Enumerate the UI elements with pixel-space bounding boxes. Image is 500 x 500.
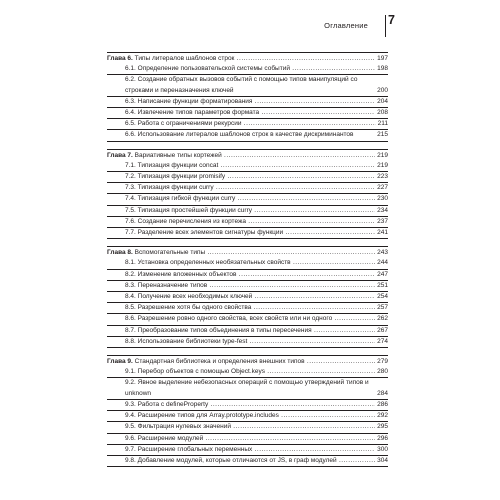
toc-entry-title: 9.2. Явное выделение небезопасных операций с помощью утверждений типов и unknown: [125, 379, 369, 397]
chapter-title-text: Вспомогательные типы: [134, 249, 206, 257]
toc-entry-page: 284: [377, 389, 388, 397]
toc-entry: [107, 206, 388, 217]
chapter-title: [107, 54, 375, 64]
chapter-heading: [107, 248, 388, 258]
chapter-section: [107, 52, 388, 142]
chapter-section: [107, 149, 388, 240]
toc-entry: [107, 292, 388, 303]
toc-entry-title: 7.4. Типизация гибкой функции curry .....: [107, 194, 375, 204]
page-header: [0, 0, 500, 40]
toc-entry-title: 6.5. Работа с ограничениями рекурсии .....: [107, 119, 376, 129]
toc-entry: [107, 445, 388, 456]
toc-entry-title: 9.5. Фильтрация нулевых значений .....: [107, 422, 375, 432]
toc-entry-page: 211: [377, 120, 388, 128]
toc-entry-title: 7.5. Типизация простейшей функции curry .....: [107, 206, 375, 216]
toc-entry-title: 7.2. Типизация функции promisify .....: [107, 172, 375, 182]
header-divider: [385, 15, 386, 37]
chapter-section: [107, 355, 388, 467]
chapter-label: Глава 7.: [107, 151, 133, 159]
page-number: 7: [388, 13, 395, 27]
toc-entry-page: 286: [377, 400, 388, 408]
toc-entry-title: 8.8. Использование библиотеки type-fest .....: [107, 337, 375, 347]
toc-entry-page: 247: [377, 270, 388, 278]
toc-entry: [107, 434, 388, 445]
toc-entry-page: 204: [377, 97, 388, 105]
toc-entry-title: 9.4. Расширение типов для Array.prototype.includes .....: [107, 411, 375, 421]
toc-entry-title: 9.8. Добавление модулей, которые отличаются от JS, в граф модулей .....: [107, 456, 375, 466]
toc-entry-page: 262: [377, 315, 388, 323]
running-header-section: Оглавление: [324, 21, 368, 30]
toc-entry-title: 7.1. Типизация функции concat .....: [107, 161, 375, 171]
toc-entry-page: 296: [377, 434, 388, 442]
toc-entry: [107, 130, 388, 141]
toc-entry-page: 251: [377, 281, 388, 289]
toc-entry-page: 254: [377, 293, 388, 301]
toc-entry-title: 8.4. Получение всех необходимых ключей .....: [107, 292, 375, 302]
toc-entry: [107, 258, 388, 269]
toc-entry: [107, 228, 388, 239]
toc-entry-title: 7.3. Типизация функции curry .....: [107, 183, 375, 193]
chapter-title: [107, 357, 375, 367]
toc-entry-page: 208: [377, 109, 388, 117]
toc-entry: [107, 303, 388, 314]
chapter-title: [107, 248, 375, 258]
toc-entry: [107, 314, 388, 325]
chapter-label: Глава 9.: [107, 358, 133, 366]
toc-entry: [107, 172, 388, 183]
toc-entry: [107, 422, 388, 433]
toc-entry: [107, 337, 388, 348]
toc-entry-page: 241: [377, 229, 388, 237]
toc-entry: [107, 378, 388, 399]
toc-entry-page: 274: [377, 337, 388, 345]
toc-entry: [107, 75, 388, 96]
chapter-page: 279: [377, 358, 388, 366]
toc-entry-title: 9.6. Расширение модулей .....: [107, 434, 375, 444]
toc-entry-page: 200: [377, 86, 388, 94]
toc-entry: [107, 108, 388, 119]
toc-entry: [107, 183, 388, 194]
toc-entry-title: 9.7. Расширение глобальных переменных .....: [107, 445, 375, 455]
toc-entry-page: 280: [377, 368, 388, 376]
toc-entry-page: 223: [377, 173, 388, 181]
toc-entry-page: 234: [377, 206, 388, 214]
toc-entry: [107, 281, 388, 292]
toc-entry-title: 8.1. Установка определенных необязательных свойств .....: [107, 258, 375, 268]
toc-entry-title: 6.3. Написание функции форматирования .....: [107, 97, 375, 107]
toc-entry-title: 7.6. Создание перечисления из кортежа .....: [107, 217, 375, 227]
chapter-page: 243: [377, 249, 388, 257]
toc-entry-page: 227: [377, 184, 388, 192]
toc-entry-title: 7.7. Разделение всех элементов сигнатуры функции .....: [107, 228, 375, 238]
chapter-page: 197: [377, 55, 388, 62]
chapter-heading: [107, 54, 388, 64]
chapter-section: [107, 246, 388, 348]
chapter-heading: [107, 357, 388, 367]
toc-entry-page: 237: [377, 217, 388, 225]
toc-entry: [107, 217, 388, 228]
chapter-label: Глава 8.: [107, 249, 133, 257]
toc-entry: [107, 456, 388, 467]
toc-entry-page: 292: [377, 412, 388, 420]
toc-entry-title: 8.6. Разрешение ровно одного свойства, всех свойств или ни одного .....: [107, 314, 375, 324]
toc-entry: [107, 119, 388, 130]
toc-entry-title: 8.2. Изменение вложенных объектов .....: [107, 270, 375, 280]
chapter-title-text: Вариативные типы кортежей: [134, 151, 222, 159]
toc-entry: [107, 367, 388, 378]
toc-entry-title: 6.4. Извлечение типов параметров формата .....: [107, 108, 375, 118]
toc-entry-title: 8.3. Переназначение типов .....: [107, 281, 375, 291]
toc-entry: [107, 161, 388, 172]
chapter-heading: [107, 151, 388, 161]
toc-entry: [107, 194, 388, 205]
toc-entry-title: 8.5. Разрешение хотя бы одного свойства .....: [107, 303, 375, 313]
toc-entry-page: 215: [377, 131, 388, 139]
toc-entry: [107, 400, 388, 411]
toc-entry-title: 6.1. Определение пользовательской системы событий .....: [107, 64, 375, 74]
chapter-page: 219: [377, 151, 388, 159]
chapter-title: [107, 151, 375, 161]
toc-entry: [107, 97, 388, 108]
toc-entry: [107, 326, 388, 337]
toc-entry-title: 6.2. Создание обратных вызовов событий с помощью типов манипуляций со строками и переназначения ключей: [125, 76, 358, 94]
toc-entry-page: 230: [377, 195, 388, 203]
chapter-title-text: Стандартная библиотека и определения внешних типов: [134, 358, 305, 366]
toc-entry: [107, 270, 388, 281]
toc-entry-page: 219: [377, 161, 388, 169]
toc-entry: [107, 64, 388, 75]
chapter-title-text: Типы литералов шаблонов строк: [134, 55, 235, 62]
toc-entry-title: 8.7. Преобразование типов объединения в типы пересечения .....: [107, 326, 375, 336]
toc-entry-page: 300: [377, 445, 388, 453]
toc-entry-page: 295: [377, 423, 388, 431]
toc-entry-page: 304: [377, 456, 388, 464]
toc-entry-title: 9.1. Перебор объектов с помощью Object.keys .....: [107, 367, 375, 377]
toc-entry-page: 257: [377, 304, 388, 312]
toc-entry-title: 6.6. Использование литералов шаблонов строк в качестве дискриминантов: [125, 131, 354, 139]
toc-entry-page: 267: [377, 326, 388, 334]
chapter-label: Глава 6.: [107, 55, 133, 62]
toc-entry-page: 244: [377, 259, 388, 267]
toc-entry-title: 9.3. Работа с defineProperty .....: [107, 400, 375, 410]
toc-entry: [107, 411, 388, 422]
table-of-contents: [107, 52, 388, 474]
toc-entry-page: 198: [377, 65, 388, 73]
